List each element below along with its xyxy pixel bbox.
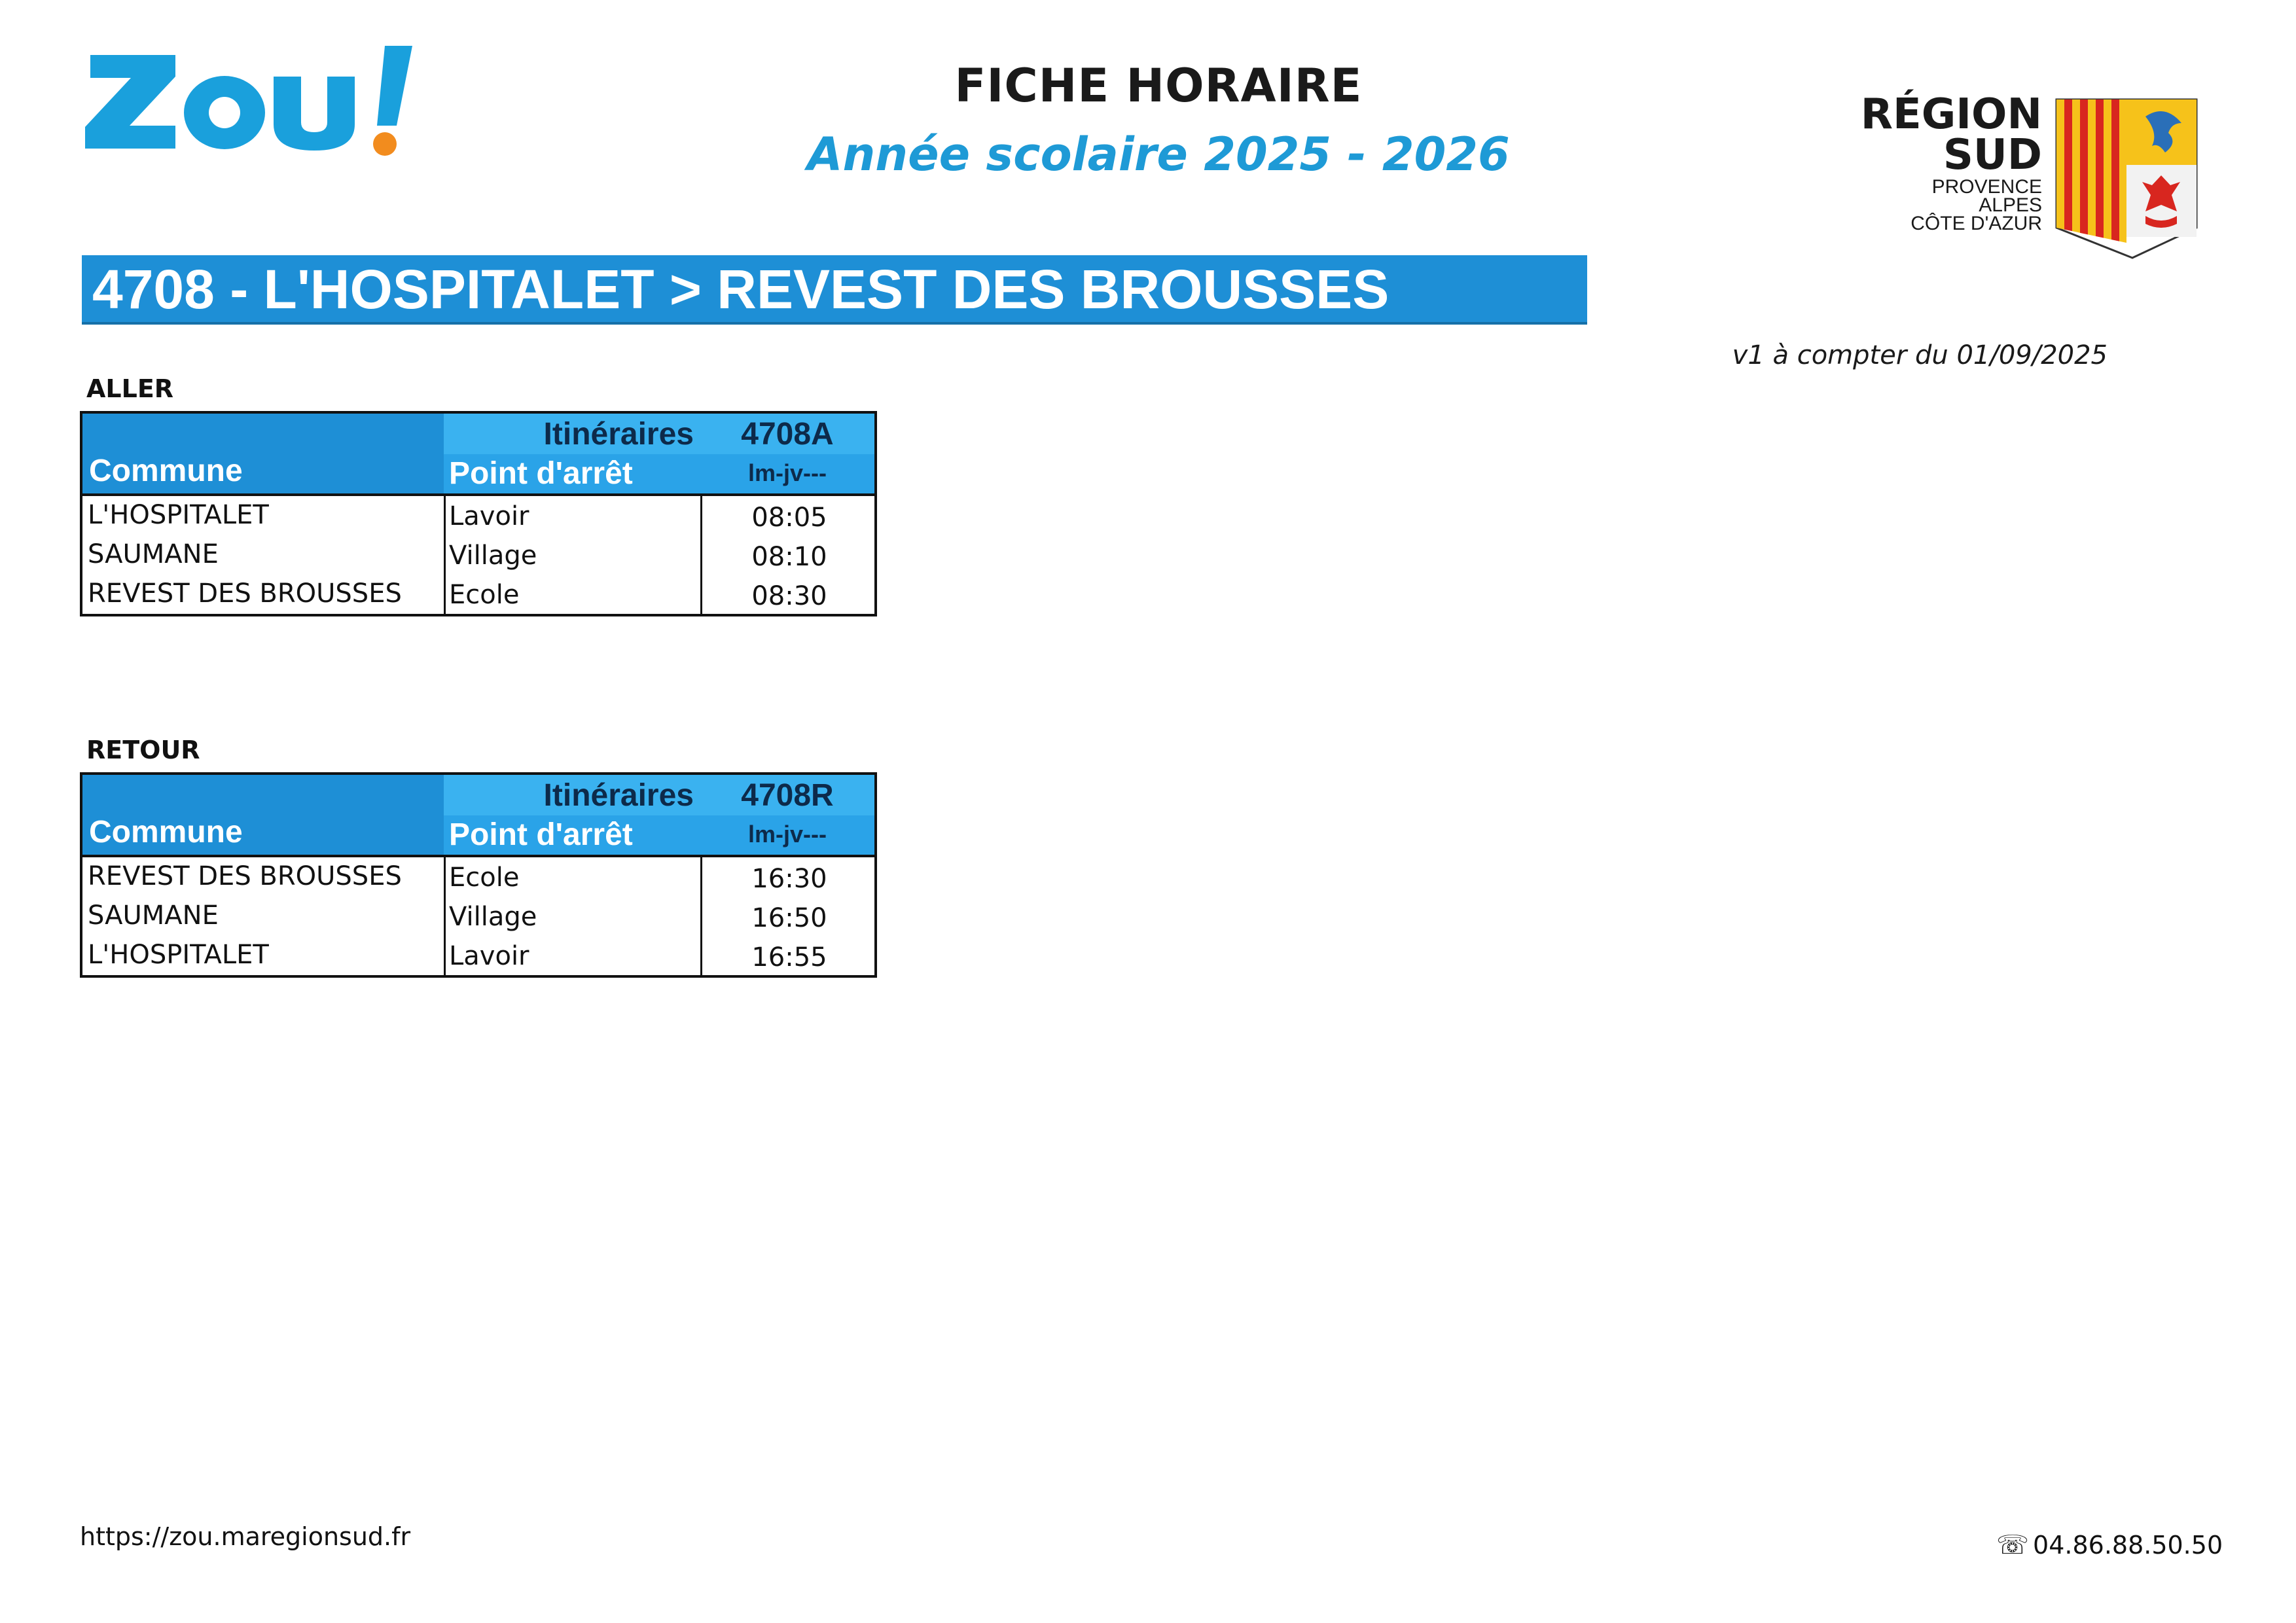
commune-cell: SAUMANE [88, 539, 219, 569]
stop-cell: Ecole [449, 580, 520, 610]
stop-cell: Lavoir [449, 501, 529, 531]
commune-cell: SAUMANE [88, 901, 219, 931]
stop-cell: Village [449, 541, 537, 571]
commune-cell: REVEST DES BROUSSES [88, 861, 402, 891]
stop-cell: Ecole [449, 863, 520, 893]
table-row [82, 575, 874, 614]
time-cell: 08:10 [751, 542, 827, 572]
time-cell: 16:50 [751, 903, 827, 933]
retour-table-header [80, 772, 877, 857]
website-link[interactable]: https://zou.maregionsud.fr [80, 1522, 411, 1551]
column-header-itineraires: Itinéraires [543, 417, 694, 452]
time-cell: 16:30 [751, 864, 827, 894]
aller-section-label: ALLER [86, 374, 174, 403]
table-row [82, 897, 874, 936]
page-title: FICHE HORAIRE [954, 59, 1363, 113]
table-row [82, 535, 874, 575]
region-logo-line1: RÉGION [1860, 90, 2042, 139]
stop-cell: Lavoir [449, 941, 529, 971]
column-header-route-code: 4708A [741, 417, 834, 452]
retour-timetable [80, 772, 877, 978]
stop-cell: Village [449, 902, 537, 932]
school-year-subtitle: Année scolaire 2025 - 2026 [807, 128, 1510, 181]
route-title: 4708 - L'HOSPITALET > REVEST DES BROUSSES [92, 259, 1390, 320]
aller-timetable [80, 411, 877, 616]
region-logo-line5: CÔTE D'AZUR [1910, 213, 2042, 234]
aller-table-body [80, 496, 877, 616]
table-row [82, 936, 874, 975]
column-header-days: lm-jv--- [748, 821, 827, 847]
column-header-route-code: 4708R [741, 778, 834, 813]
column-header-itineraires: Itinéraires [543, 778, 694, 813]
aller-table-header [80, 411, 877, 496]
version-note: v1 à compter du 01/09/2025 [1732, 340, 2108, 370]
time-cell: 08:05 [751, 503, 827, 533]
region-logo-line3: PROVENCE [1931, 176, 2042, 198]
column-header-point-arret: Point d'arrêt [449, 456, 633, 491]
time-cell: 08:30 [751, 581, 827, 611]
column-header-commune: Commune [89, 454, 243, 488]
phone-number [1996, 1530, 2223, 1560]
column-header-days: lm-jv--- [748, 459, 827, 486]
table-row [82, 496, 874, 535]
route-banner [82, 255, 1587, 322]
time-cell: 16:55 [751, 942, 827, 972]
phone-number-text: 04.86.88.50.50 [2033, 1531, 2223, 1560]
region-sud-logo [1833, 90, 2199, 267]
table-row [82, 857, 874, 897]
region-logo-line2: SUD [1943, 131, 2042, 179]
commune-cell: L'HOSPITALET [88, 500, 269, 530]
zou-logo [77, 41, 444, 165]
commune-cell: REVEST DES BROUSSES [88, 579, 402, 609]
column-header-commune: Commune [89, 815, 243, 849]
commune-cell: L'HOSPITALET [88, 940, 269, 970]
column-header-point-arret: Point d'arrêt [449, 817, 633, 852]
region-logo-line4: ALPES [1979, 194, 2042, 216]
phone-icon: ☏ [1996, 1530, 2030, 1560]
retour-section-label: RETOUR [86, 736, 200, 764]
retour-table-body [80, 857, 877, 978]
region-coat-of-arms-icon [2054, 97, 2199, 260]
